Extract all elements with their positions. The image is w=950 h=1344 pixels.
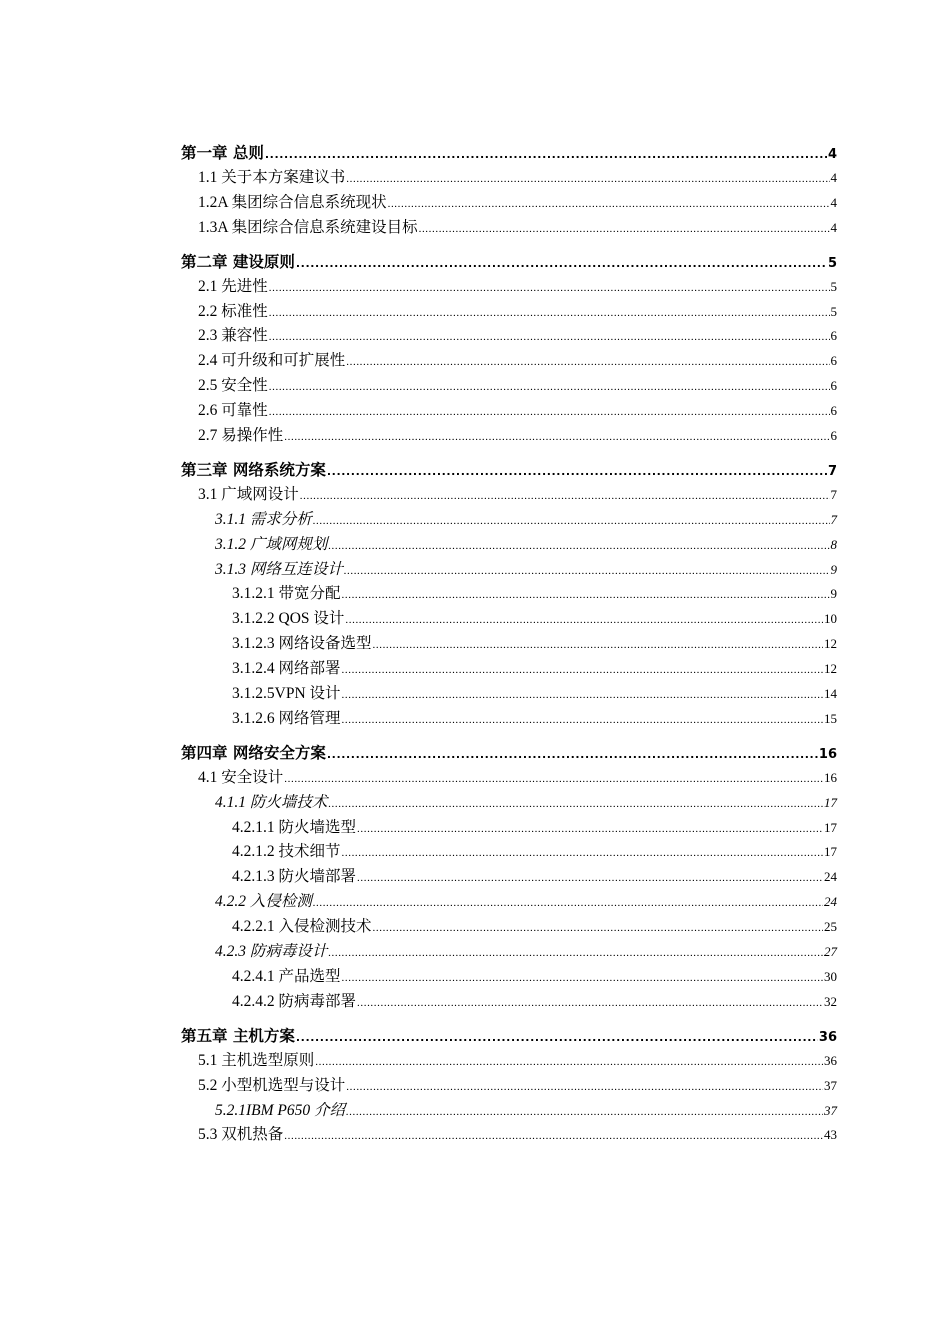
toc-dot-leader xyxy=(296,251,827,277)
toc-page-number: 7 xyxy=(827,463,837,479)
toc-entry[interactable] xyxy=(181,1074,837,1099)
toc-dot-leader xyxy=(342,683,823,708)
toc-entry[interactable] xyxy=(181,349,837,374)
toc-entry-title: 第二章 建设原则 xyxy=(181,252,295,271)
toc-page-number: 4 xyxy=(830,170,837,185)
toc-entry-title: 3.1.1 需求分析 xyxy=(215,510,312,528)
toc-page-number: 43 xyxy=(824,1127,837,1143)
toc-entry-title: 2.7 易操作性 xyxy=(198,427,284,445)
toc-entry[interactable] xyxy=(181,533,837,558)
toc-entry-title: 3.1.2.1 带宽分配 xyxy=(232,585,341,603)
toc-dot-leader xyxy=(313,509,830,534)
toc-page-number: 30 xyxy=(824,968,837,984)
toc-entry[interactable] xyxy=(181,682,837,707)
toc-dot-leader xyxy=(344,559,830,584)
toc-entry-title: 第一章 总则 xyxy=(181,144,264,162)
toc-page-number: 24 xyxy=(824,869,837,885)
toc-page-number: 16 xyxy=(818,746,837,762)
toc-dot-leader xyxy=(346,350,829,375)
toc-page-number: 37 xyxy=(824,1102,837,1118)
toc-entry[interactable] xyxy=(181,890,837,915)
toc-entry-title: 第四章 网络安全方案 xyxy=(181,743,326,762)
toc-page-number: 5 xyxy=(827,255,837,271)
toc-entry-title: 4.2.1.3 防火墙部署 xyxy=(232,868,357,886)
toc-entry[interactable] xyxy=(181,965,837,990)
toc-entry[interactable] xyxy=(181,915,837,940)
toc-page-number: 24 xyxy=(824,894,837,910)
toc-dot-leader xyxy=(269,400,830,425)
toc-dot-leader xyxy=(388,192,830,217)
toc-entry-title: 5.2 小型机选型与设计 xyxy=(198,1076,346,1094)
toc-dot-leader xyxy=(342,966,823,991)
toc-entry[interactable] xyxy=(181,865,837,890)
toc-dot-leader xyxy=(315,1050,823,1075)
toc-dot-leader xyxy=(284,425,829,450)
toc-dot-leader xyxy=(357,866,823,891)
toc-entry-title: 2.4 可升级和可扩展性 xyxy=(198,352,346,370)
toc-page-number: 15 xyxy=(824,710,837,726)
toc-page-number: 5 xyxy=(830,278,837,294)
toc-chapter-entry[interactable] xyxy=(181,249,837,275)
toc-page-number: 10 xyxy=(824,611,837,627)
toc-page-number: 4 xyxy=(827,147,837,162)
toc-entry[interactable] xyxy=(181,508,837,533)
toc-dot-leader xyxy=(346,1100,823,1125)
toc-dot-leader xyxy=(269,325,830,350)
toc-entry-title: 4.2.3 防病毒设计 xyxy=(215,943,328,961)
toc-page-number: 4 xyxy=(830,194,837,210)
toc-chapter-entry[interactable] xyxy=(181,457,837,483)
toc-entry-title: 第五章 主机方案 xyxy=(181,1026,295,1045)
toc-page-number: 9 xyxy=(830,586,837,602)
toc-dot-leader xyxy=(327,742,818,768)
toc-page-number: 7 xyxy=(830,486,837,502)
toc-entry-title: 1.3A 集团综合信息系统建设目标 xyxy=(198,218,418,236)
toc-entry[interactable] xyxy=(181,1049,837,1074)
toc-entry[interactable] xyxy=(181,558,837,583)
toc-dot-leader xyxy=(269,301,830,326)
toc-dot-leader xyxy=(342,708,823,733)
toc-entry[interactable] xyxy=(181,840,837,865)
toc-dot-leader xyxy=(328,941,823,966)
toc-page-number: 9 xyxy=(830,561,837,577)
toc-entry-title: 3.1.2.6 网络管理 xyxy=(232,709,341,727)
toc-page-number: 32 xyxy=(824,993,837,1009)
toc-dot-leader xyxy=(342,583,830,608)
toc-entry-title: 3.1.2.2 QOS 设计 xyxy=(232,610,345,628)
toc-entry[interactable] xyxy=(181,632,837,657)
toc-entry[interactable] xyxy=(181,940,837,965)
toc-page-number: 17 xyxy=(824,844,837,860)
toc-dot-leader xyxy=(300,484,830,509)
toc-entry[interactable] xyxy=(181,483,837,508)
toc-entry[interactable] xyxy=(181,300,837,325)
toc-page-number: 17 xyxy=(824,819,837,835)
toc-entry-title: 3.1.3 网络互连设计 xyxy=(215,560,343,578)
toc-page-number: 7 xyxy=(830,511,837,527)
toc-entry-title: 2.2 标准性 xyxy=(198,302,268,320)
toc-page-number: 6 xyxy=(830,328,837,344)
toc-page-number: 37 xyxy=(824,1077,837,1093)
toc-entry-title: 4.1 安全设计 xyxy=(198,768,284,786)
toc-chapter-entry[interactable] xyxy=(181,140,837,166)
table-of-contents xyxy=(181,140,837,1148)
toc-dot-leader xyxy=(342,841,823,866)
toc-page-number: 25 xyxy=(824,919,837,935)
toc-dot-leader xyxy=(313,891,823,916)
toc-dot-leader xyxy=(419,217,830,242)
toc-entry-title: 5.3 双机热备 xyxy=(198,1126,284,1144)
toc-entry[interactable] xyxy=(181,582,837,607)
toc-entry[interactable] xyxy=(181,166,837,191)
toc-dot-leader xyxy=(328,792,823,817)
toc-dot-leader xyxy=(284,1124,823,1149)
toc-entry-title: 2.6 可靠性 xyxy=(198,402,268,420)
toc-dot-leader xyxy=(373,633,823,658)
toc-entry-title: 4.2.4.2 防病毒部署 xyxy=(232,992,357,1010)
toc-entry[interactable] xyxy=(181,1123,837,1148)
toc-chapter-entry[interactable] xyxy=(181,1023,837,1049)
toc-entry-title: 5.1 主机选型原则 xyxy=(198,1051,315,1069)
toc-dot-leader xyxy=(269,276,830,301)
toc-entry-title: 1.2A 集团综合信息系统现状 xyxy=(198,193,387,211)
toc-page-number: 36 xyxy=(818,1029,837,1045)
toc-entry-title: 2.3 兼容性 xyxy=(198,327,268,345)
toc-entry-title: 3.1.2.4 网络部署 xyxy=(232,660,341,678)
toc-page-number: 14 xyxy=(824,686,837,702)
toc-entry[interactable] xyxy=(181,216,837,241)
toc-dot-leader xyxy=(345,608,823,633)
toc-entry-title: 4.2.1.2 技术细节 xyxy=(232,843,341,861)
toc-entry-title: 1.1 关于本方案建议书 xyxy=(198,169,346,186)
toc-page-number: 5 xyxy=(830,303,837,319)
toc-entry-title: 5.2.1IBM P650 介绍 xyxy=(215,1101,346,1119)
toc-dot-leader xyxy=(328,534,829,559)
toc-entry[interactable] xyxy=(181,275,837,300)
toc-entry-title: 4.2.2 入侵检测 xyxy=(215,893,312,911)
toc-entry[interactable] xyxy=(181,766,837,791)
toc-dot-leader xyxy=(357,817,823,842)
toc-entry[interactable] xyxy=(181,791,837,816)
toc-page-number: 16 xyxy=(824,769,837,785)
toc-entry-title: 4.1.1 防火墙技术 xyxy=(215,793,328,811)
toc-dot-leader xyxy=(265,142,827,168)
toc-entry[interactable] xyxy=(181,191,837,216)
toc-dot-leader xyxy=(284,767,823,792)
toc-entry-title: 第三章 网络系统方案 xyxy=(181,460,326,479)
toc-entry[interactable] xyxy=(181,990,837,1015)
toc-entry-title: 4.2.1.1 防火墙选型 xyxy=(232,818,357,836)
toc-entry[interactable] xyxy=(181,374,837,399)
toc-entry-title: 3.1 广域网设计 xyxy=(198,485,299,503)
toc-page-number: 27 xyxy=(824,944,837,960)
toc-entry[interactable] xyxy=(181,816,837,841)
toc-page-number: 17 xyxy=(824,794,837,810)
toc-chapter-entry[interactable] xyxy=(181,740,837,766)
toc-dot-leader xyxy=(346,167,829,192)
toc-page-number: 36 xyxy=(824,1052,837,1068)
toc-entry-title: 3.1.2.3 网络设备选型 xyxy=(232,635,372,653)
toc-entry[interactable] xyxy=(181,399,837,424)
toc-entry-title: 3.1.2.5VPN 设计 xyxy=(232,685,341,703)
toc-entry-title: 3.1.2 广域网规划 xyxy=(215,535,328,553)
toc-dot-leader xyxy=(296,1025,818,1051)
toc-page-number: 12 xyxy=(824,636,837,652)
toc-entry[interactable] xyxy=(181,657,837,682)
toc-page-number: 6 xyxy=(830,428,837,444)
toc-entry[interactable] xyxy=(181,324,837,349)
toc-page-number: 12 xyxy=(824,661,837,677)
toc-entry[interactable] xyxy=(181,707,837,732)
toc-dot-leader xyxy=(346,1075,823,1100)
toc-entry-title: 4.2.4.1 产品选型 xyxy=(232,967,341,985)
toc-page-number: 6 xyxy=(830,403,837,419)
toc-page-number: 4 xyxy=(830,219,837,235)
toc-page-number: 8 xyxy=(830,536,837,552)
toc-dot-leader xyxy=(342,658,823,683)
toc-page-number: 6 xyxy=(830,353,837,369)
toc-entry[interactable] xyxy=(181,607,837,632)
toc-page-number: 6 xyxy=(830,378,837,394)
toc-dot-leader xyxy=(373,916,823,941)
toc-entry[interactable] xyxy=(181,424,837,449)
toc-entry[interactable] xyxy=(181,1099,837,1124)
toc-dot-leader xyxy=(269,375,830,400)
toc-entry-title: 2.5 安全性 xyxy=(198,377,268,395)
toc-dot-leader xyxy=(327,459,827,485)
toc-entry-title: 4.2.2.1 入侵检测技术 xyxy=(232,918,372,936)
toc-entry-title: 2.1 先进性 xyxy=(198,277,268,295)
toc-dot-leader xyxy=(357,991,823,1016)
